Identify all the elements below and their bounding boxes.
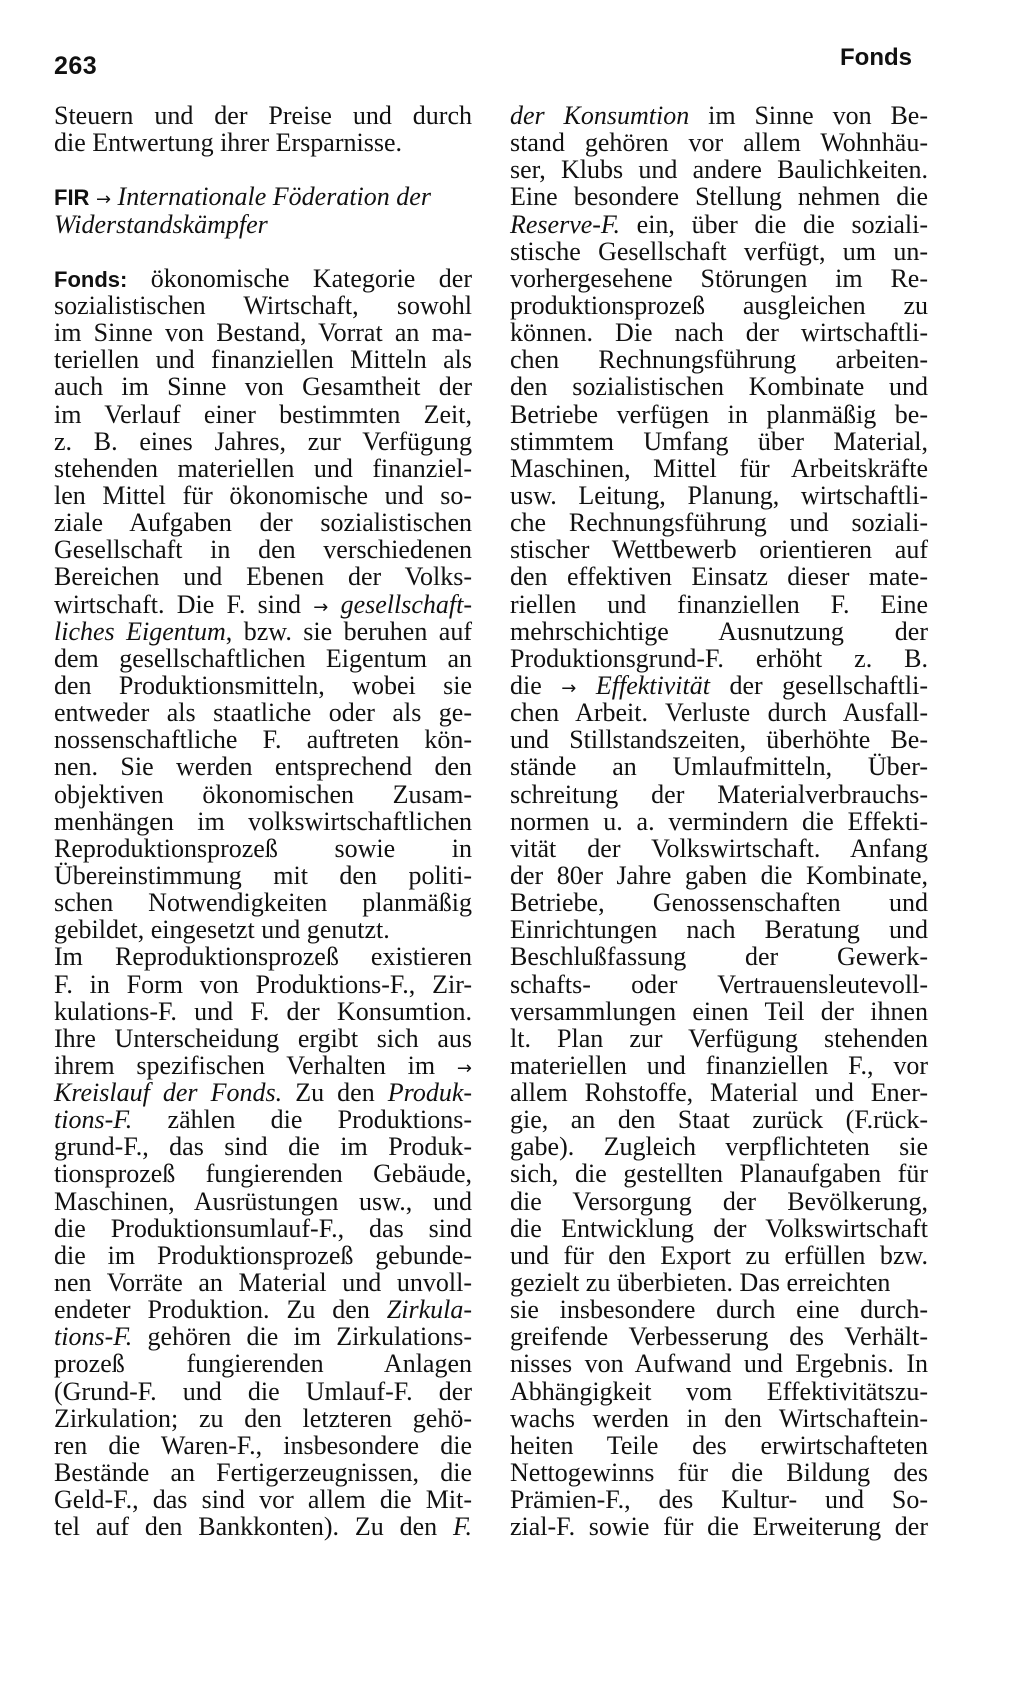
text-run: sozialistischen Wirtschaft, sowohl <box>54 290 472 320</box>
text-line <box>510 211 928 238</box>
text-line <box>510 862 928 889</box>
text-line <box>54 672 472 699</box>
text-line <box>510 753 928 780</box>
text-line <box>54 428 472 455</box>
text-run: nossenschaftliche F. auftreten kön- <box>54 725 472 755</box>
text-run: im Sinne von Bestand, Vorrat an ma- <box>54 318 472 348</box>
text-line <box>510 916 928 943</box>
text-line <box>510 835 928 862</box>
italic-term: Effektivität <box>595 670 710 700</box>
cross-reference-arrow-icon: → <box>456 1057 472 1079</box>
text-run: die <box>510 670 562 700</box>
text-run: ökonomische Kategorie der <box>127 263 472 293</box>
text-line <box>510 808 928 835</box>
text-run: menhängen im volkswirtschaftlichen <box>54 806 472 836</box>
text-run: und Stillstandszeiten, überhöhte Be- <box>510 725 928 755</box>
text-run: gie, an den Staat zurück (F.rück- <box>510 1105 928 1135</box>
text-line <box>54 1486 472 1513</box>
text-run: Maschinen, Ausrüstungen usw., und <box>54 1186 472 1216</box>
italic-term: Widerstandskämpfer <box>54 209 268 239</box>
text-line <box>54 591 472 618</box>
text-line <box>510 183 928 210</box>
italic-term: der Konsumtion <box>510 101 690 130</box>
text-line <box>54 292 472 319</box>
text-line <box>54 129 472 156</box>
text-run: können. Die nach der wirtschaftli- <box>510 318 928 348</box>
italic-term: Produk- <box>387 1078 473 1108</box>
text-run: schafts- oder Vertrauensleutevoll- <box>510 969 928 999</box>
text-run: Gesellschaft in den verschiedenen <box>54 535 472 565</box>
text-line <box>54 265 472 292</box>
text-run: normen u. a. vermindern die Effekti- <box>510 806 928 836</box>
text-run: zial-F. sowie für die Erweiterung der <box>510 1512 928 1542</box>
text-line <box>510 292 928 319</box>
text-run: gebildet, eingesetzt und genutzt. <box>54 915 390 945</box>
text-line <box>54 1296 472 1323</box>
text-line <box>510 1215 928 1242</box>
text-line <box>54 102 472 129</box>
text-line <box>54 1269 472 1296</box>
cross-reference-arrow-icon: → <box>313 596 329 618</box>
text-run: stände an Umlaufmitteln, Über- <box>510 752 928 782</box>
text-run: schreitung der Materialverbrauchs- <box>510 779 928 809</box>
text-run: prozeß fungierenden Anlagen <box>54 1349 472 1379</box>
text-line <box>510 156 928 183</box>
text-run: zählen die Produktions- <box>132 1105 472 1135</box>
text-run: materiellen und finanziellen F., vor <box>510 1050 928 1080</box>
text-run: tel auf den Bankkonten). Zu den <box>54 1512 453 1542</box>
text-line <box>54 1459 472 1486</box>
text-run: Beschlußfassung der Gewerk- <box>510 942 928 972</box>
text-run: usw. Leitung, Planung, wirtschaftli- <box>510 480 928 510</box>
left-text-column <box>54 102 472 1540</box>
italic-term: gesellschaft- <box>340 589 472 619</box>
text-line <box>510 1242 928 1269</box>
text-run: den effektiven Einsatz dieser mate- <box>510 562 928 592</box>
text-line <box>54 699 472 726</box>
text-run: Abhängigkeit vom Effektivitätszu- <box>510 1376 928 1406</box>
text-line <box>510 971 928 998</box>
text-run <box>576 671 596 700</box>
text-line <box>510 1025 928 1052</box>
text-run: vorhergesehene Störungen im Re- <box>510 263 928 293</box>
text-run: den sozialistischen Kombinate und <box>510 372 928 402</box>
text-line <box>510 1106 928 1133</box>
text-line <box>54 753 472 780</box>
text-line <box>54 211 472 238</box>
italic-term: Zirkula- <box>386 1295 472 1325</box>
text-line <box>510 129 928 156</box>
text-line <box>510 618 928 645</box>
text-line <box>54 916 472 943</box>
text-run: nen. Sie werden entsprechend den <box>54 752 472 782</box>
italic-term: Internationale Föderation der <box>117 182 431 212</box>
text-run: allem Rohstoffe, Material und Ener- <box>510 1078 928 1108</box>
text-line <box>510 346 928 373</box>
text-run: dem gesellschaftlichen Eigentum an <box>54 643 472 673</box>
text-run: kulations-F. und F. der Konsumtion. <box>54 996 472 1026</box>
italic-term: tions-F. <box>54 1105 133 1135</box>
entry-headword: Fonds: <box>54 266 128 292</box>
text-run: Geld-F., das sind vor allem die Mit- <box>54 1485 472 1515</box>
text-line <box>54 1378 472 1405</box>
italic-term: Reserve-F. <box>510 209 620 239</box>
text-line <box>54 1188 472 1215</box>
text-run: Übereinstimmung mit den politi- <box>54 860 472 890</box>
text-run: Maschinen, Mittel für Arbeitskräfte <box>510 453 928 483</box>
text-run: die Produktionsumlauf-F., das sind <box>54 1213 472 1243</box>
text-line <box>54 455 472 482</box>
text-run: die im Produktionsprozeß gebunde- <box>54 1240 472 1270</box>
text-line <box>510 373 928 400</box>
text-run: Zu den <box>282 1078 388 1108</box>
text-line <box>54 482 472 509</box>
text-run: Ihre Unterscheidung ergibt sich aus <box>54 1023 472 1053</box>
text-line <box>54 1106 472 1133</box>
right-text-column <box>510 102 928 1540</box>
text-run: Bestände an Fertigerzeugnissen, die <box>54 1458 472 1488</box>
text-line <box>54 346 472 373</box>
text-run: che Rechnungsführung und soziali- <box>510 508 928 538</box>
text-line <box>54 1242 472 1269</box>
text-run: und für den Export zu erfüllen bzw. <box>510 1240 928 1270</box>
text-line <box>54 808 472 835</box>
text-line <box>510 1513 928 1540</box>
text-line <box>54 781 472 808</box>
text-line <box>510 943 928 970</box>
text-run: Einrichtungen nach Beratung und <box>510 915 928 945</box>
text-run: auch im Sinne von Gesamtheit der <box>54 372 472 402</box>
text-run: len Mittel für ökonomische und so- <box>54 480 472 510</box>
text-run: Betriebe verfügen in planmäßig be- <box>510 399 928 429</box>
text-run: gehören die im Zirkulations- <box>132 1322 472 1352</box>
italic-term: tions-F. <box>54 1322 133 1352</box>
text-line <box>54 1405 472 1432</box>
text-line <box>54 1432 472 1459</box>
text-run: Prämien-F., des Kultur- und So- <box>510 1485 928 1515</box>
text-run: Reproduktionsprozeß sowie in <box>54 833 472 863</box>
text-run: stand gehören vor allem Wohnhäu- <box>510 128 928 158</box>
text-line <box>510 1378 928 1405</box>
text-run: produktionsprozeß ausgleichen zu <box>510 290 928 320</box>
text-run: objektiven ökonomischen Zusam- <box>54 779 472 809</box>
text-run: , bzw. sie beruhen auf <box>225 616 472 646</box>
running-head: Fonds <box>840 44 912 71</box>
paragraph-gap <box>54 156 472 183</box>
text-run: riellen und finanziellen F. Eine <box>510 589 928 619</box>
text-line <box>54 319 472 346</box>
text-line <box>510 563 928 590</box>
text-run: die Entwertung ihrer Ersparnisse. <box>54 128 403 158</box>
text-line <box>510 1052 928 1079</box>
text-line <box>54 835 472 862</box>
text-run: chen Rechnungsführung arbeiten- <box>510 345 928 375</box>
text-line <box>510 1405 928 1432</box>
text-run: stischer Wettbewerb orientieren auf <box>510 535 928 565</box>
text-line <box>510 1269 928 1296</box>
text-line <box>54 971 472 998</box>
paragraph-gap <box>54 238 472 265</box>
text-run: die Entwicklung der Volkswirtschaft <box>510 1213 928 1243</box>
text-line <box>510 645 928 672</box>
text-line <box>54 1025 472 1052</box>
text-run: Bereichen und Ebenen der Volks- <box>54 562 472 592</box>
text-line <box>54 1052 472 1079</box>
text-line <box>510 1133 928 1160</box>
text-run: grund-F., das sind die im Produk- <box>54 1132 472 1162</box>
text-run: ren die Waren-F., insbesondere die <box>54 1430 472 1460</box>
text-line <box>510 102 928 129</box>
text-line <box>510 1296 928 1323</box>
text-run: stische Gesellschaft verfügt, um un- <box>510 236 928 266</box>
page-number: 263 <box>54 52 98 80</box>
text-line <box>510 319 928 346</box>
text-line <box>510 536 928 563</box>
text-run: im Sinne von Be- <box>689 101 928 130</box>
text-line <box>54 1160 472 1187</box>
text-line <box>510 1079 928 1106</box>
text-run: vität der Volkswirtschaft. Anfang <box>510 833 928 863</box>
text-run: nisses von Aufwand und Ergebnis. In <box>510 1349 928 1379</box>
text-line <box>54 862 472 889</box>
text-run: gabe). Zugleich verpflichteten sie <box>510 1132 928 1162</box>
text-line <box>54 1513 472 1540</box>
text-run: F. in Form von Produktions-F., Zir- <box>54 969 472 999</box>
text-line <box>510 781 928 808</box>
text-line <box>510 889 928 916</box>
text-run: endeter Produktion. Zu den <box>54 1295 387 1325</box>
text-line <box>510 455 928 482</box>
text-line <box>510 238 928 265</box>
text-line <box>510 699 928 726</box>
text-run: Produktionsgrund-F. erhöht z. B. <box>510 643 928 673</box>
text-line <box>510 672 928 699</box>
text-line <box>54 1079 472 1106</box>
cross-reference-arrow-icon: → <box>95 189 112 211</box>
text-line <box>54 1133 472 1160</box>
text-line <box>510 482 928 509</box>
text-run: den Produktionsmitteln, wobei sie <box>54 670 472 700</box>
text-run <box>328 590 340 619</box>
text-line <box>510 1486 928 1513</box>
italic-term: liches Eigentum <box>54 616 226 646</box>
text-line <box>54 373 472 400</box>
text-line <box>54 183 472 210</box>
text-line <box>510 509 928 536</box>
text-run: im Verlauf einer bestimmten Zeit, <box>54 399 472 429</box>
text-line <box>54 889 472 916</box>
text-run: schen Notwendigkeiten planmäßig <box>54 888 472 918</box>
text-run: Eine besondere Stellung nehmen die <box>510 182 928 212</box>
text-run: Zirkulation; zu den letzteren gehö- <box>54 1403 472 1433</box>
italic-term: Kreislauf der Fonds. <box>54 1078 283 1108</box>
text-run: ser, Klubs und andere Baulichkeiten. <box>510 155 928 185</box>
text-line <box>510 1459 928 1486</box>
entry-headword: FIR <box>54 185 90 211</box>
text-run: Steuern und der Preise und durch <box>54 101 472 130</box>
text-run: stimmtem Umfang über Material, <box>510 426 928 456</box>
text-line <box>510 428 928 455</box>
text-line <box>54 645 472 672</box>
text-line <box>54 726 472 753</box>
text-run: stehenden materiellen und finanziel- <box>54 453 472 483</box>
text-line <box>510 265 928 292</box>
text-line <box>510 1350 928 1377</box>
text-line <box>54 536 472 563</box>
text-run: ein, über die die soziali- <box>619 209 928 239</box>
text-run: die Versorgung der Bevölkerung, <box>510 1186 928 1216</box>
text-run: nen Vorräte an Material und unvoll- <box>54 1268 472 1298</box>
text-line <box>510 591 928 618</box>
text-line <box>510 1188 928 1215</box>
text-run: tionsprozeß fungierenden Gebäude, <box>54 1159 472 1189</box>
text-line <box>54 401 472 428</box>
italic-term: F. <box>452 1512 472 1542</box>
text-line <box>510 401 928 428</box>
text-line <box>510 1432 928 1459</box>
text-run: gezielt zu überbieten. Das erreichten <box>510 1268 891 1298</box>
text-line <box>54 1350 472 1377</box>
text-run: heiten Teile des erwirtschafteten <box>510 1430 928 1460</box>
text-line <box>510 1160 928 1187</box>
text-run: sie insbesondere durch eine durch- <box>510 1295 928 1325</box>
text-line <box>54 509 472 536</box>
text-line <box>54 998 472 1025</box>
text-run: ihrem spezifischen Verhalten im <box>54 1050 457 1080</box>
text-run: teriellen und finanziellen Mitteln als <box>54 345 472 375</box>
text-line <box>54 563 472 590</box>
text-run: greifende Verbesserung des Verhält- <box>510 1322 928 1352</box>
text-run: Betriebe, Genossenschaften und <box>510 888 928 918</box>
text-run: sich, die gestellten Planaufgaben für <box>510 1159 928 1189</box>
text-line <box>510 726 928 753</box>
text-run: mehrschichtige Ausnutzung der <box>510 616 928 646</box>
text-run: ziale Aufgaben der sozialistischen <box>54 508 472 538</box>
text-run: versammlungen einen Teil der ihnen <box>510 996 928 1026</box>
text-run: Nettogewinns für die Bildung des <box>510 1458 928 1488</box>
text-run: (Grund-F. und die Umlauf-F. der <box>54 1376 472 1406</box>
text-run: lt. Plan zur Verfügung stehenden <box>510 1023 928 1053</box>
text-run: der 80er Jahre gaben die Kombinate, <box>510 860 928 890</box>
text-line <box>54 1215 472 1242</box>
text-run: Im Reproduktionsprozeß existieren <box>54 942 472 972</box>
text-line <box>54 618 472 645</box>
text-line <box>54 1323 472 1350</box>
text-run: der gesellschaftli- <box>709 670 929 700</box>
text-run: wirtschaft. Die F. sind <box>54 589 314 619</box>
text-run: entweder als staatliche oder als ge- <box>54 698 472 728</box>
cross-reference-arrow-icon: → <box>561 677 577 699</box>
text-line <box>510 998 928 1025</box>
text-run: chen Arbeit. Verluste durch Ausfall- <box>510 698 928 728</box>
text-line <box>510 1323 928 1350</box>
text-run: z. B. eines Jahres, zur Verfügung <box>54 426 472 456</box>
text-line <box>54 943 472 970</box>
text-run: wachs werden in den Wirtschaftein- <box>510 1403 928 1433</box>
